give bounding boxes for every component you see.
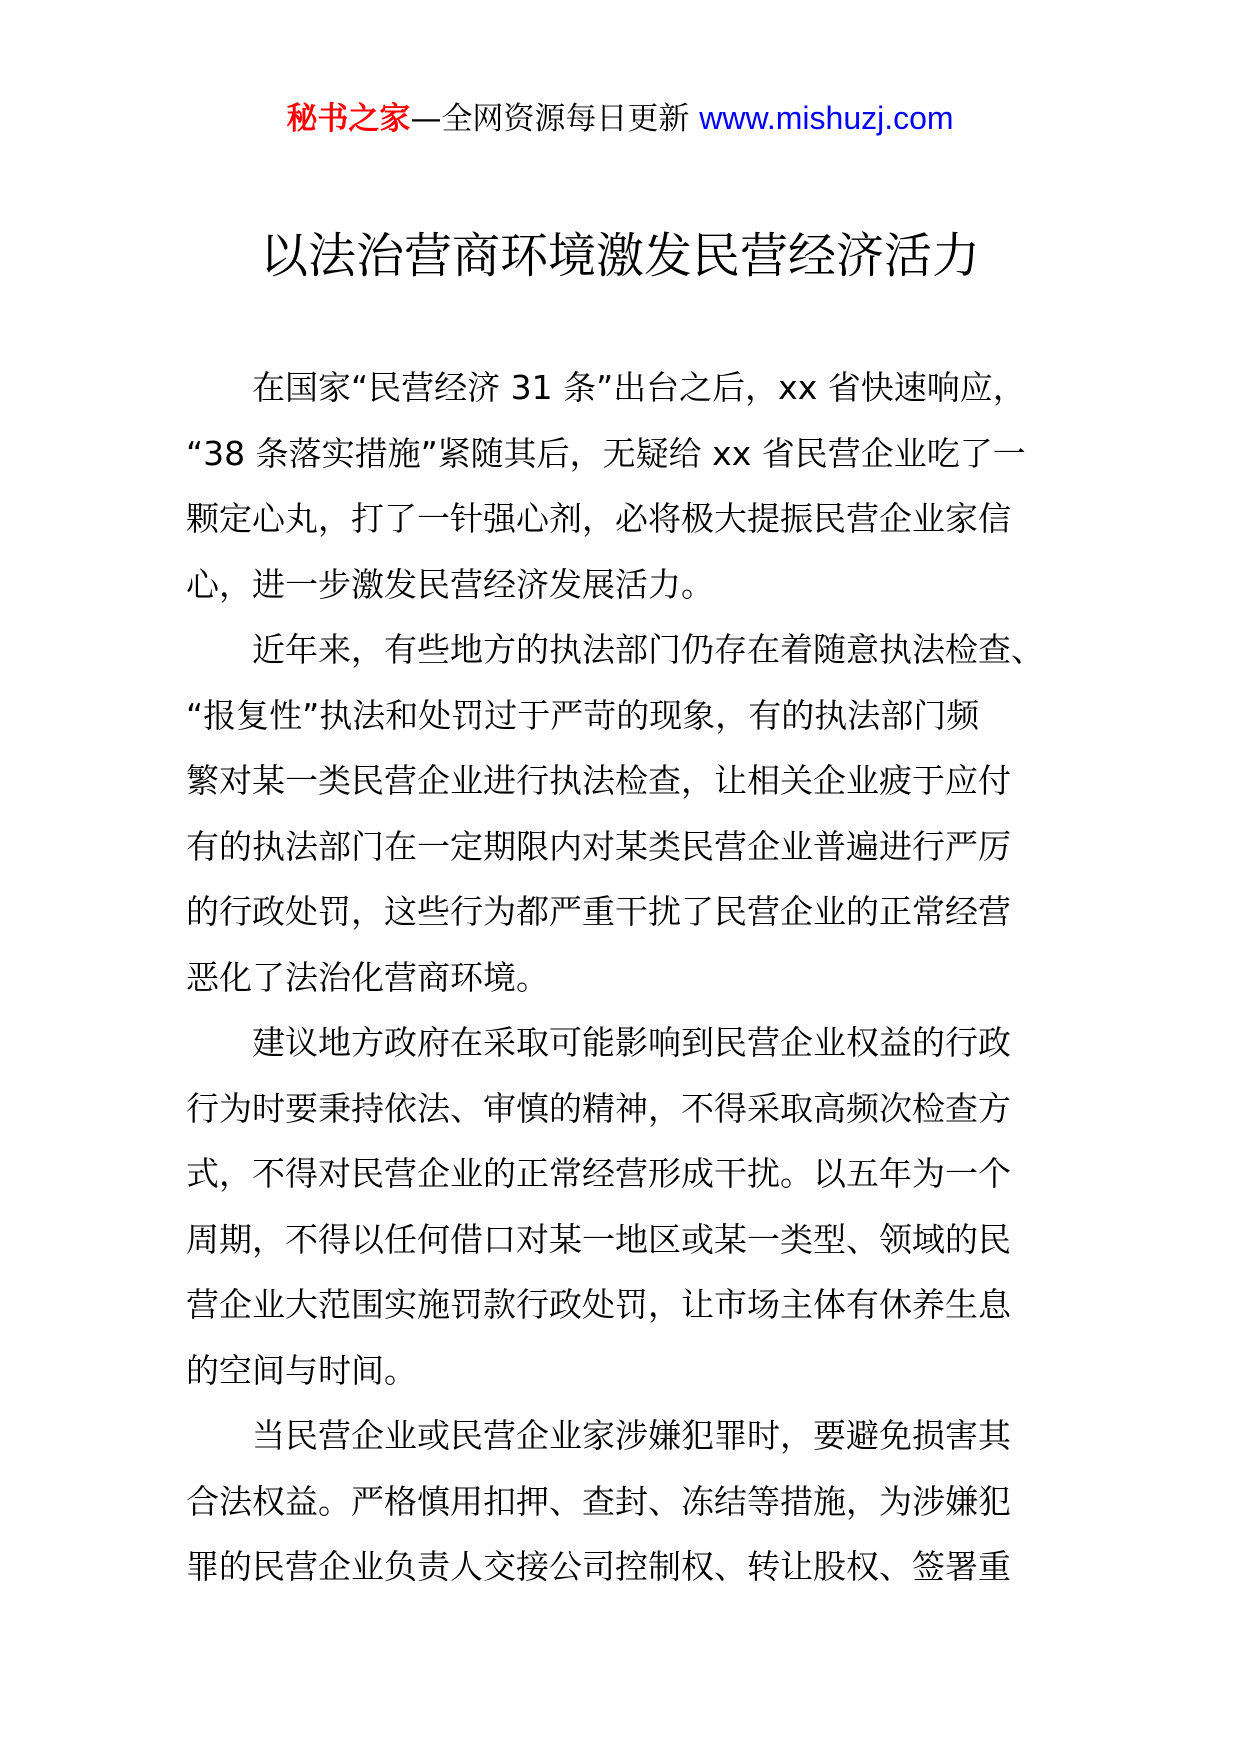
document-title: 以法治营商环境激发民营经济活力 <box>259 228 980 284</box>
paragraph-line: 罪的民营企业负责人交接公司控制权、转让股权、签署重 <box>186 1547 1011 1586</box>
paragraph-line: 的行政处罚，这些行为都严重干扰了民营企业的正常经营 <box>186 892 1011 931</box>
paragraph-line: 建议地方政府在采取可能影响到民营企业权益的行政 <box>186 1023 1011 1062</box>
paragraph-line: 合法权益。严格慎用扣押、查封、冻结等措施，为涉嫌犯 <box>186 1481 1011 1521</box>
site-slogan: —全网资源每日更新 <box>410 101 700 137</box>
paragraph-line: 心，进一步激发民营经济发展活力。 <box>186 564 714 604</box>
document-body <box>186 355 1056 1600</box>
paragraph-line: 当民营企业或民营企业家涉嫌犯罪时，要避免损害其 <box>186 1416 1011 1455</box>
paragraph-line: 近年来，有些地方的执法部门仍存在着随意执法检查、 <box>186 630 1044 669</box>
paragraph-line: 营企业大范围实施罚款行政处罚，让市场主体有休养生息 <box>186 1285 1011 1324</box>
paragraph-line: 恶化了法治化营商环境。 <box>186 957 549 997</box>
paragraph-line: 繁对某一类民营企业进行执法检查，让相关企业疲于应付 <box>186 761 1011 800</box>
paragraph-line: 颗定心丸，打了一针强心剂，必将极大提振民营企业家信 <box>186 499 1011 538</box>
site-header <box>0 98 1240 139</box>
paragraph-line: “38 条落实措施”紧随其后，无疑给 xx 省民营企业吃了一 <box>186 433 1026 473</box>
site-brand: 秘书之家 <box>286 101 411 137</box>
paragraph-line: 在国家“民营经济 31 条”出台之后，xx 省快速响应， <box>186 368 1026 407</box>
paragraph-1 <box>186 355 1056 617</box>
paragraph-line: 的空间与时间。 <box>186 1350 417 1390</box>
paragraph-line: 有的执法部门在一定期限内对某类民营企业普遍进行严厉 <box>186 826 1011 866</box>
paragraph-2 <box>186 617 1056 1010</box>
paragraph-line: 行为时要秉持依法、审慎的精神，不得采取高频次检查方 <box>186 1088 1011 1128</box>
paragraph-4 <box>186 1403 1056 1600</box>
site-url-link[interactable]: www.mishuzj.com <box>699 100 954 136</box>
paragraph-line: 式，不得对民营企业的正常经营形成干扰。以五年为一个 <box>186 1154 1011 1193</box>
paragraph-3 <box>186 1010 1056 1403</box>
paragraph-line: “报复性”执法和处罚过于严苛的现象，有的执法部门频 <box>186 695 980 735</box>
paragraph-line: 周期，不得以任何借口对某一地区或某一类型、领域的民 <box>186 1219 1011 1259</box>
